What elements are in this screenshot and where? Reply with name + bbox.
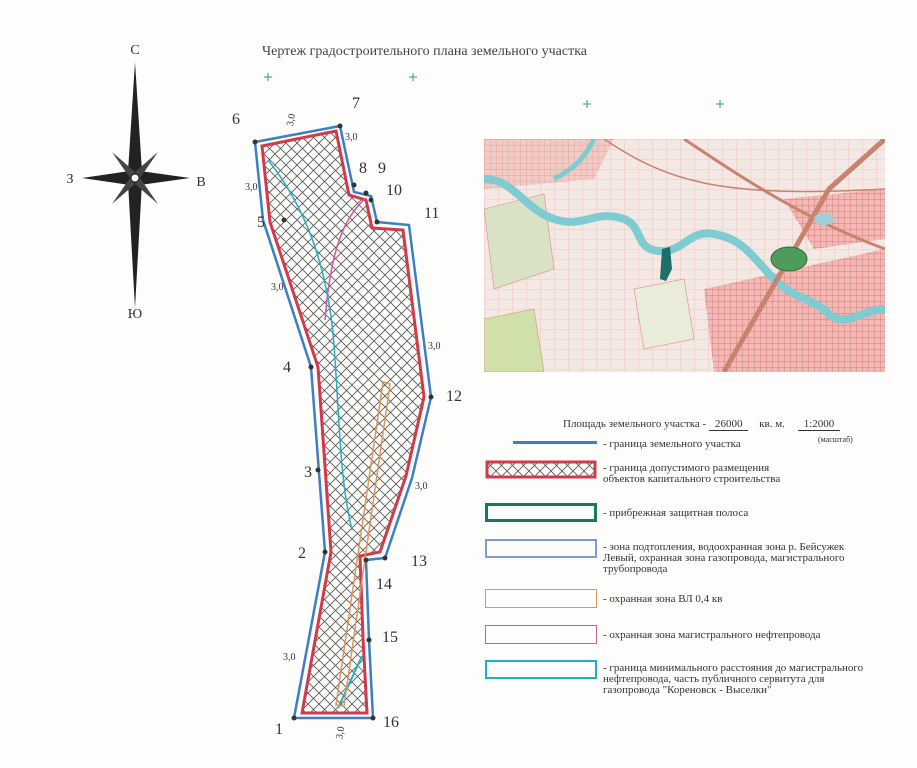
point-label-9: 9 xyxy=(378,160,386,177)
offset-label: 3,0 xyxy=(428,341,441,352)
scale-value: 1:2000 xyxy=(798,418,841,431)
point-label-12: 12 xyxy=(446,388,462,405)
offset-label: 3,0 xyxy=(245,182,258,193)
point-label-7: 7 xyxy=(352,95,360,112)
offset-label: 3,0 xyxy=(415,481,428,492)
legend-swatch-riparian xyxy=(485,503,597,522)
legend-text: - охранная зона ВЛ 0,4 кв xyxy=(603,593,723,605)
point-label-5: 5 xyxy=(257,214,265,231)
point-label-10: 10 xyxy=(386,182,402,199)
legend-text: - охранная зона магистрального нефтепровода xyxy=(603,629,821,641)
scale-note: (масштаб) xyxy=(818,435,853,444)
legend-swatch-vl xyxy=(485,589,597,608)
offset-label: 3,0 xyxy=(283,652,296,663)
legend-swatch-min-distance xyxy=(485,660,597,679)
legend-text: - граница допустимого размещения объектов капитального строительства xyxy=(603,462,781,485)
area-unit: кв. м. xyxy=(759,418,785,430)
offset-label: 3,0 xyxy=(271,282,284,293)
point-label-4: 4 xyxy=(283,359,291,376)
legend-swatch-flood xyxy=(485,539,597,558)
situation-map xyxy=(484,139,885,372)
area-line xyxy=(563,418,840,430)
buildable-zone xyxy=(262,131,424,713)
point-label-15: 15 xyxy=(382,629,398,646)
legend-swatch-buildable xyxy=(485,460,597,479)
point-label-11: 11 xyxy=(424,205,440,222)
point-label-14: 14 xyxy=(376,576,392,593)
compass-east-label: В xyxy=(196,175,206,190)
point-label-16: 16 xyxy=(383,714,399,731)
point-label-2: 2 xyxy=(298,545,306,562)
legend-text: - граница земельного участка xyxy=(603,438,741,450)
legend-swatch-oil xyxy=(485,625,597,644)
area-value: 26000 xyxy=(709,418,749,431)
point-label-8: 8 xyxy=(359,160,367,177)
legend-text: - зона подтопления, водоохранная зона р. Бейсужек Левый, охранная зона газопровода, магистрального трубопровода xyxy=(603,541,845,575)
legend-text: - прибрежная защитная полоса xyxy=(603,507,749,519)
compass-south-label: Ю xyxy=(127,307,143,320)
legend-swatch-parcel-boundary xyxy=(513,441,597,444)
point-label-3: 3 xyxy=(304,464,312,481)
point-label-1: 1 xyxy=(275,721,283,738)
legend-text: - граница минимального расстояния до магистрального нефтепровода, часть публичного сервитута для газопровода "Кореновск - Выселки" xyxy=(603,662,864,696)
offset-label: 3,0 xyxy=(345,132,358,143)
point-label-6: 6 xyxy=(232,111,240,128)
compass-west-label: З xyxy=(66,172,74,187)
point-label-13: 13 xyxy=(411,553,427,570)
offset-label: 3,0 xyxy=(334,725,348,740)
offset-label: 3,0 xyxy=(285,112,299,128)
area-label: Площадь земельного участка - xyxy=(563,418,707,430)
compass-north-label: С xyxy=(130,43,140,58)
page-title: Чертеж градостроительного плана земельного участка xyxy=(262,44,588,59)
